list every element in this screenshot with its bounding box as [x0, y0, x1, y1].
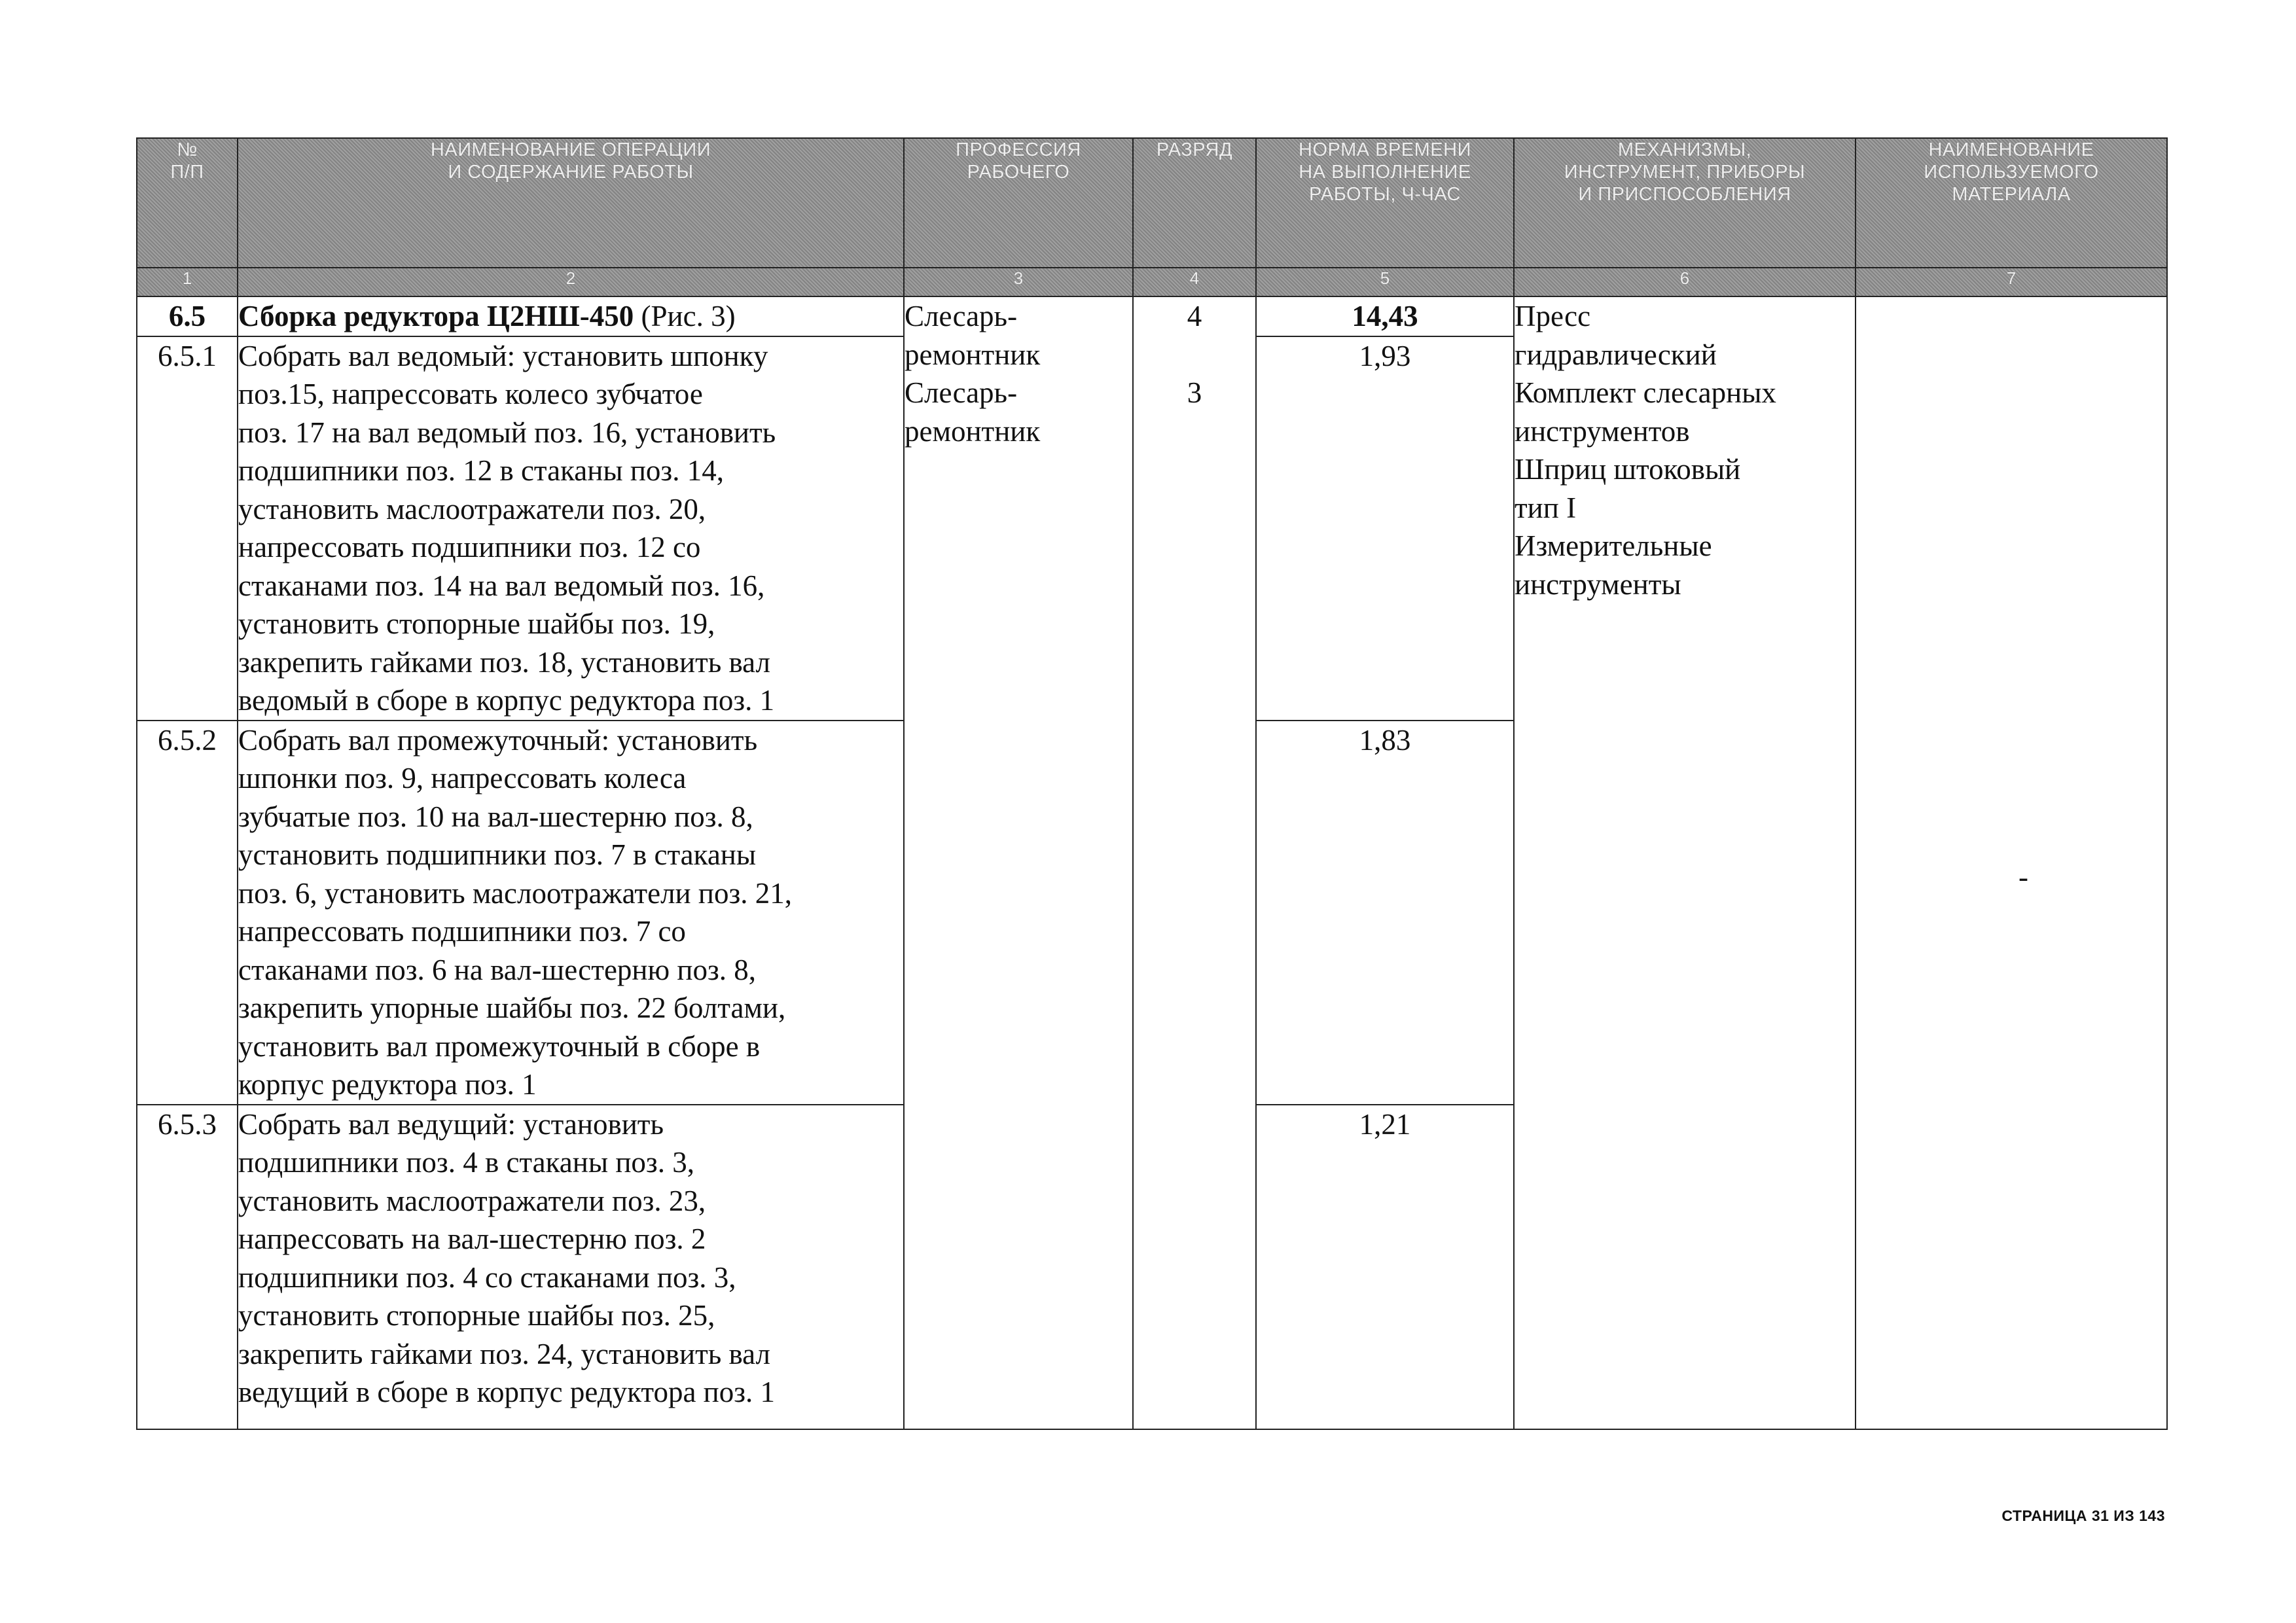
header-profession: ПРОФЕССИЯ РАБОЧЕГО [904, 138, 1133, 268]
page-number: СТРАНИЦА 31 ИЗ 143 [2001, 1507, 2165, 1524]
tool-line: гидравлический [1515, 338, 1717, 371]
operation-norm: 1,93 [1256, 336, 1514, 721]
profession-line: ремонтник [905, 338, 1041, 371]
grade-value: 4 [1187, 300, 1202, 332]
operation-description: Собрать вал промежуточный: установить шпонки поз. 9, напрессовать колеса зубчатые поз. 10 на вал-шестерню поз. 8, установить подшипники поз. 7 в стаканы поз. 6, установить маслоотражатели поз. 21, напрессовать подшипники поз. 7 со стаканами поз. 6 на вал-шестерню поз. 8, закрепить упорные шайбы поз. 22 болтами, установить вал промежуточный в сборе в корпус редуктора поз. 1 [238, 721, 904, 1105]
tools-cell [1514, 296, 1856, 1429]
column-number: 5 [1256, 268, 1514, 296]
tool-line: Шприц штоковый [1515, 453, 1741, 486]
column-number: 6 [1514, 268, 1856, 296]
material-cell [1856, 296, 2167, 1429]
column-number: 7 [1856, 268, 2167, 296]
section-title-ref: (Рис. 3) [634, 300, 736, 332]
tool-line: инструменты [1515, 567, 1681, 601]
operations-table [136, 137, 2168, 1430]
operation-number: 6.5.2 [137, 721, 238, 1105]
header-time-norm: НОРМА ВРЕМЕНИ НА ВЫПОЛНЕНИЕ РАБОТЫ, Ч-ЧАС [1256, 138, 1514, 268]
profession-line: ремонтник [905, 414, 1041, 448]
operation-norm: 1,21 [1256, 1105, 1514, 1429]
tool-line: тип I [1515, 491, 1577, 524]
section-title [238, 296, 904, 336]
grade-value: 3 [1187, 376, 1202, 409]
header-number: № П/П [137, 138, 238, 268]
material-value: - [2018, 861, 2028, 893]
column-number: 2 [238, 268, 904, 296]
column-number-row [137, 268, 2167, 296]
operation-number: 6.5.3 [137, 1105, 238, 1429]
tool-line: Комплект слесарных [1515, 376, 1776, 409]
section-row [137, 296, 2167, 336]
section-total-norm: 14,43 [1256, 296, 1514, 336]
profession-line: Слесарь- [905, 300, 1018, 332]
header-grade: РАЗРЯД [1133, 138, 1256, 268]
column-number: 3 [904, 268, 1133, 296]
column-number: 1 [137, 268, 238, 296]
operation-description: Собрать вал ведомый: установить шпонку поз.15, напрессовать колесо зубчатое поз. 17 на вал ведомый поз. 16, установить подшипники поз. 12 в стаканы поз. 14, установить маслоотражатели поз. 20, напрессовать подшипники поз. 12 со стаканами поз. 14 на вал ведомый поз. 16, установить стопорные шайбы поз. 19, закрепить гайками поз. 18, установить вал ведомый в сборе в корпус редуктора поз. 1 [238, 336, 904, 721]
header-material: НАИМЕНОВАНИЕ ИСПОЛЬЗУЕМОГО МАТЕРИАЛА [1856, 138, 2167, 268]
column-number: 4 [1133, 268, 1256, 296]
section-title-main: Сборка редуктора Ц2НШ-450 [238, 300, 634, 332]
tool-line: инструментов [1515, 414, 1690, 448]
operation-number: 6.5.1 [137, 336, 238, 721]
header-operation: НАИМЕНОВАНИЕ ОПЕРАЦИИ И СОДЕРЖАНИЕ РАБОТЫ [238, 138, 904, 268]
profession-cell [904, 296, 1133, 1429]
tool-line: Измерительные [1515, 529, 1712, 562]
header-row [137, 138, 2167, 268]
profession-line: Слесарь- [905, 376, 1018, 409]
grade-cell [1133, 296, 1256, 1429]
operation-description: Собрать вал ведущий: установить подшипники поз. 4 в стаканы поз. 3, установить маслоотражатели поз. 23, напрессовать на вал-шестерню поз. 2 подшипники поз. 4 со стаканами поз. 3, установить стопорные шайбы поз. 25, закрепить гайками поз. 24, установить вал ведущий в сборе в корпус редуктора поз. 1 [238, 1105, 904, 1429]
tool-line: Пресс [1515, 300, 1591, 332]
section-number: 6.5 [137, 296, 238, 336]
header-tools: МЕХАНИЗМЫ, ИНСТРУМЕНТ, ПРИБОРЫ И ПРИСПОСОБЛЕНИЯ [1514, 138, 1856, 268]
operation-norm: 1,83 [1256, 721, 1514, 1105]
